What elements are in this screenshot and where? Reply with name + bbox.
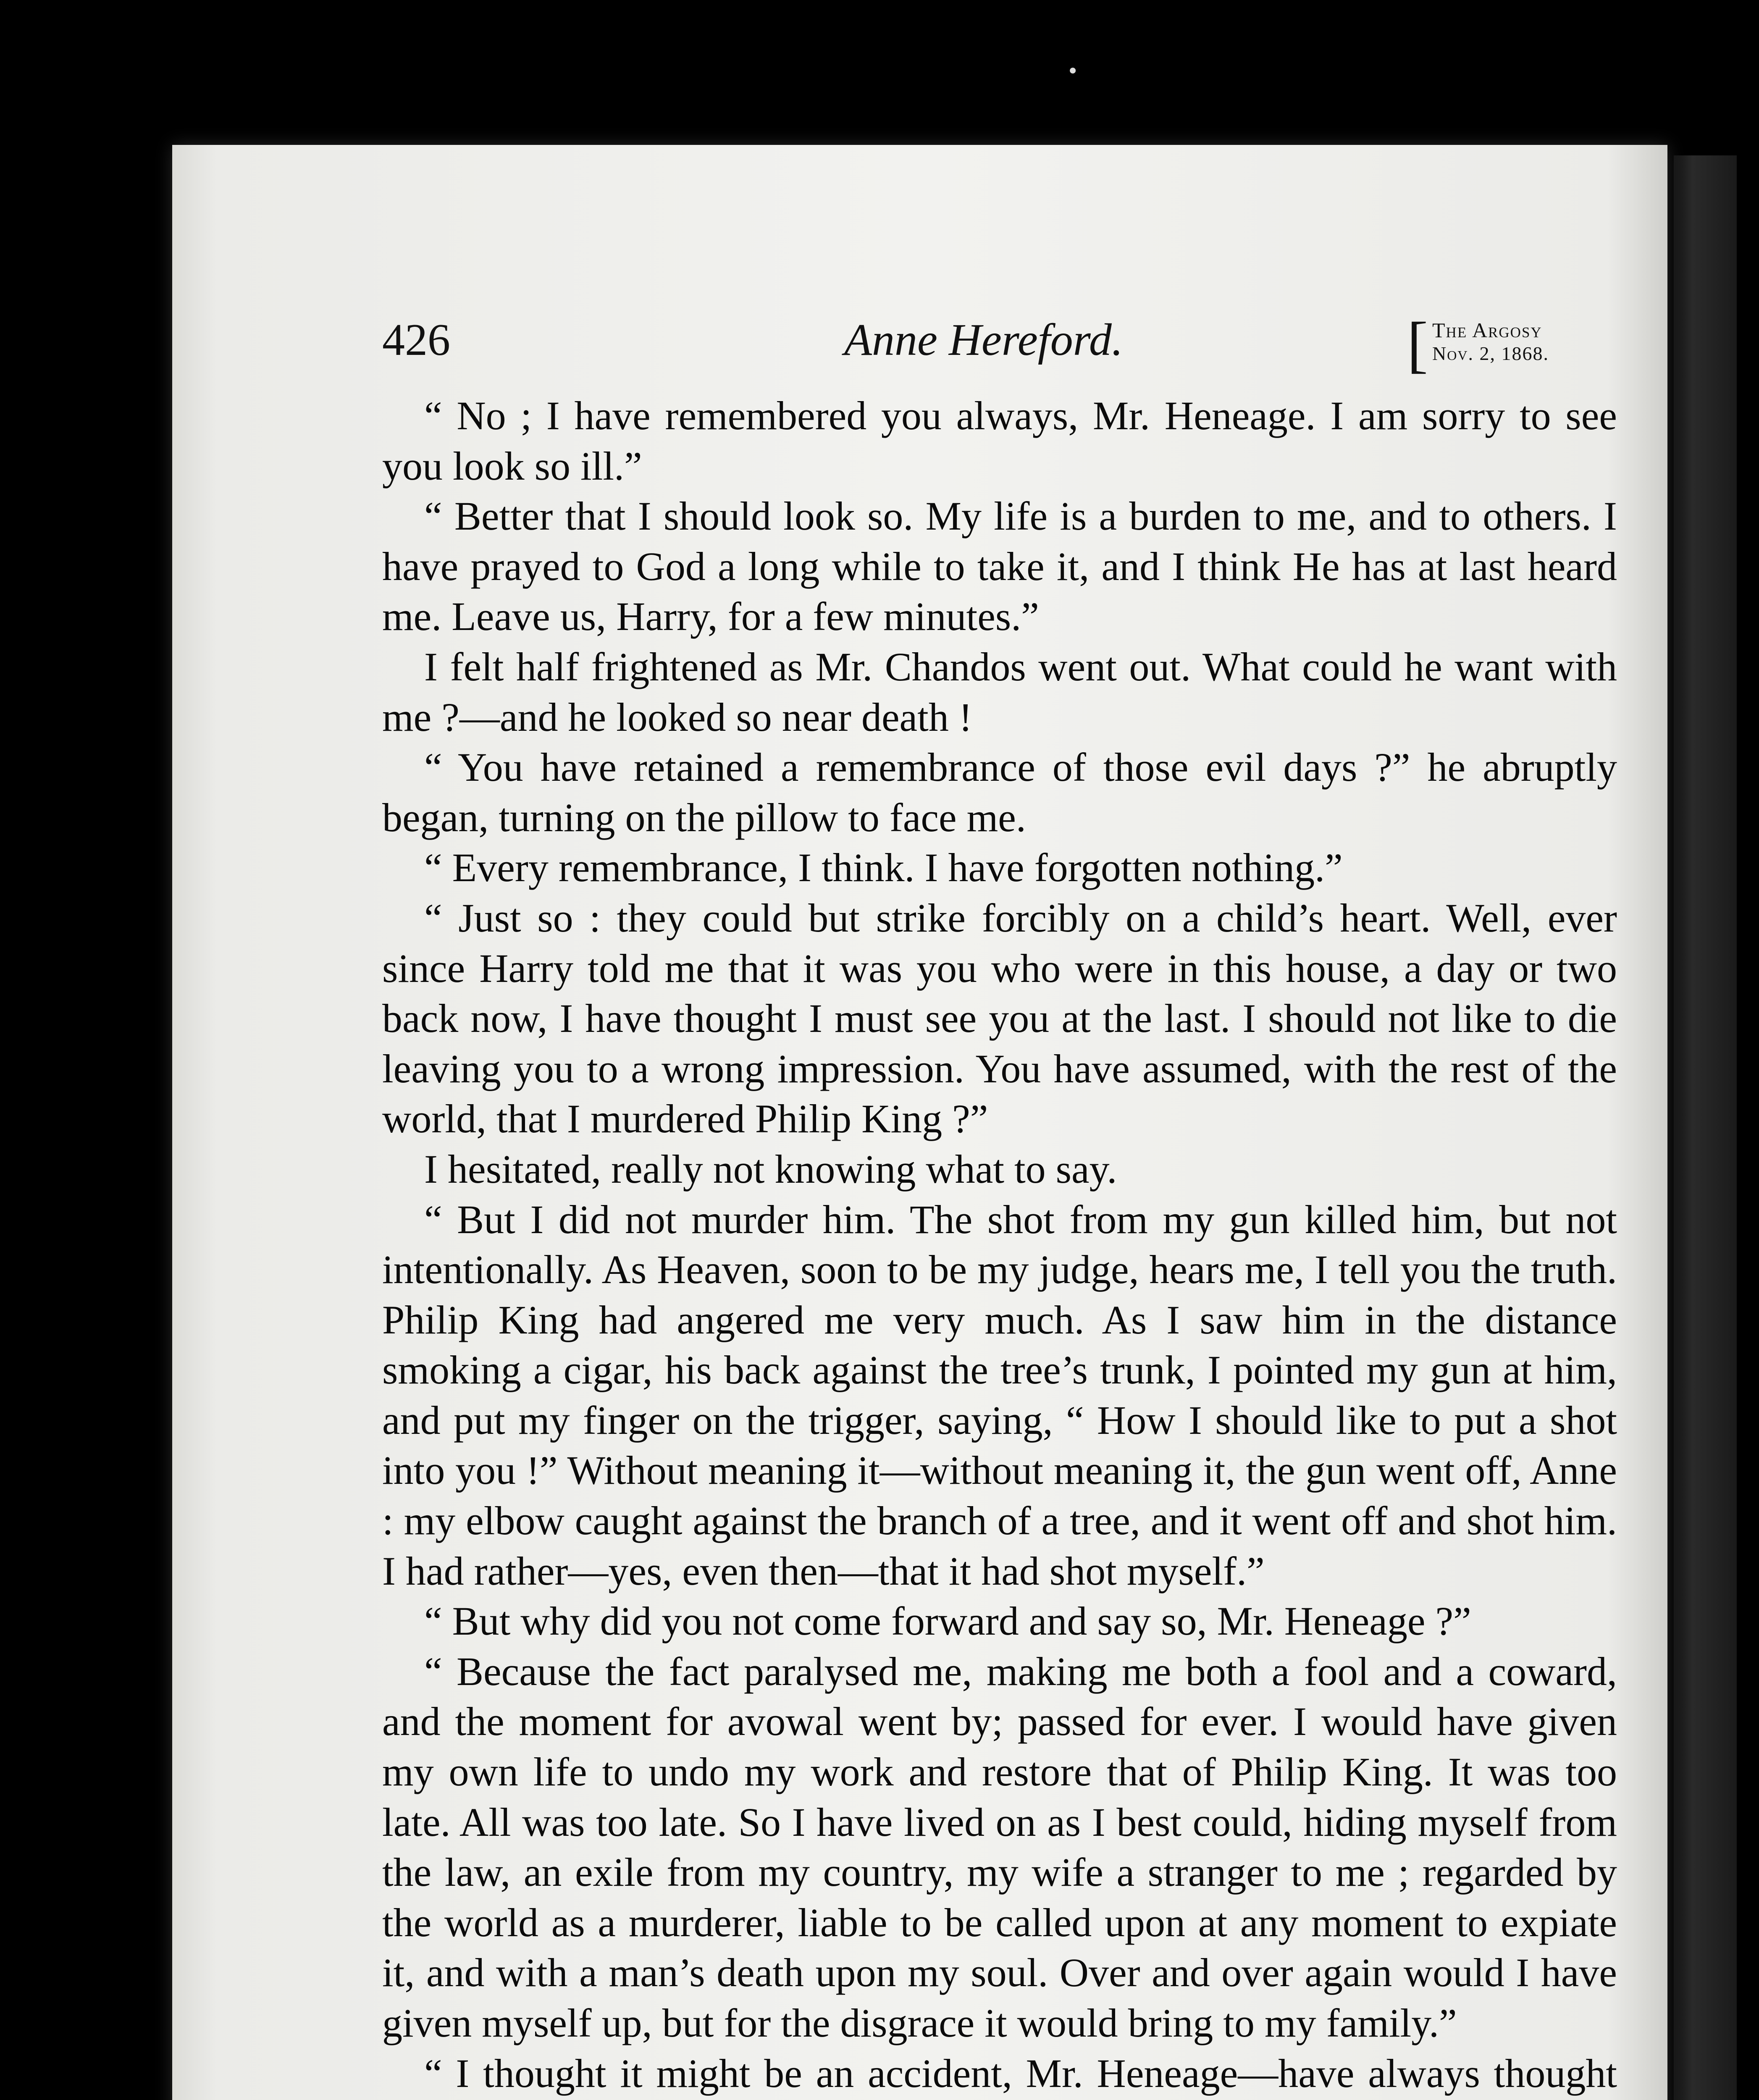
paragraph: I hesitated, really not knowing what to say.: [424, 1146, 1117, 1192]
page-number: 426: [382, 315, 450, 365]
paragraph: “ I thought it might be an accident, Mr. Heneage—have always thought: [424, 2050, 1617, 2096]
body-text: [382, 391, 1617, 2100]
paragraph: “ Because the fact paralysed me, making me both a fool and a coward, and the moment for avowal went by; passed for ever. I would have given my own life to undo my work and restore that of Philip King. It was too late. All was too late. So I have lived on as I best could, hiding myself from the law, an exile from my country, my wife a stranger to me ; regarded by the world as a murderer, liable to be called upon at any moment to expiate it, and with a man’s death upon my soul. Over and over again would I have given myself up, but for the disgrace it would bring to my family.”: [382, 1648, 1617, 2045]
paragraph: “ Better that I should look so. My life is a burden to me, and to others. I have prayed to God a long while to take it, and I think He has at last heard me. Leave us, Harry, for a few minutes.”: [382, 494, 1617, 639]
scan-speck: •: [1067, 60, 1079, 83]
paragraph: “ Just so : they could but strike forcibly on a child’s heart. Well, ever since Harry told me that it was you who were in this house, a day or two back now, I have thought I must see you at the last. I should not like to die leaving you to a wrong impression. You have assumed, with the rest of the world, that I murdered Philip King ?”: [382, 895, 1617, 1142]
journal-name: The Argosy: [1432, 318, 1542, 342]
journal-date: Nov. 2, 1868.: [1432, 343, 1549, 364]
paragraph: “ But I did not murder him. The shot from my gun killed him, but not intentionally. As Heaven, soon to be my judge, hears me, I tell you the truth. Philip King had angered me very much. As I saw him in the distance smoking a cigar, his back against the tree’s trunk, I pointed my gun at him, and put my finger on the trigger, saying, “ How I should like to put a shot into you !” Without meaning it—without meaning it, the gun went off, Anne : my elbow caught against the branch of a tree, and it went off and shot him. I had rather—yes, even then—that it had shot myself.”: [382, 1197, 1617, 1593]
paragraph: I felt half frightened as Mr. Chandos went out. What could he want with me ?—and he looked so near death !: [382, 644, 1617, 740]
paragraph: “ No ; I have remembered you always, Mr. Heneage. I am sorry to see you look so ill.”: [382, 393, 1617, 488]
facing-page-edge: [1674, 155, 1737, 2100]
running-header: [382, 310, 1621, 379]
header-bracket: [: [1407, 310, 1428, 379]
paragraph: “ You have retained a remembrance of those evil days ?” he abruptly began, turning on the pillow to face me.: [382, 745, 1617, 840]
paragraph: “ But why did you not come forward and say so, Mr. Heneage ?”: [424, 1599, 1471, 1644]
paragraph: “ Every remembrance, I think. I have forgotten nothing.”: [424, 845, 1343, 890]
running-title: Anne Hereford.: [844, 315, 1123, 365]
